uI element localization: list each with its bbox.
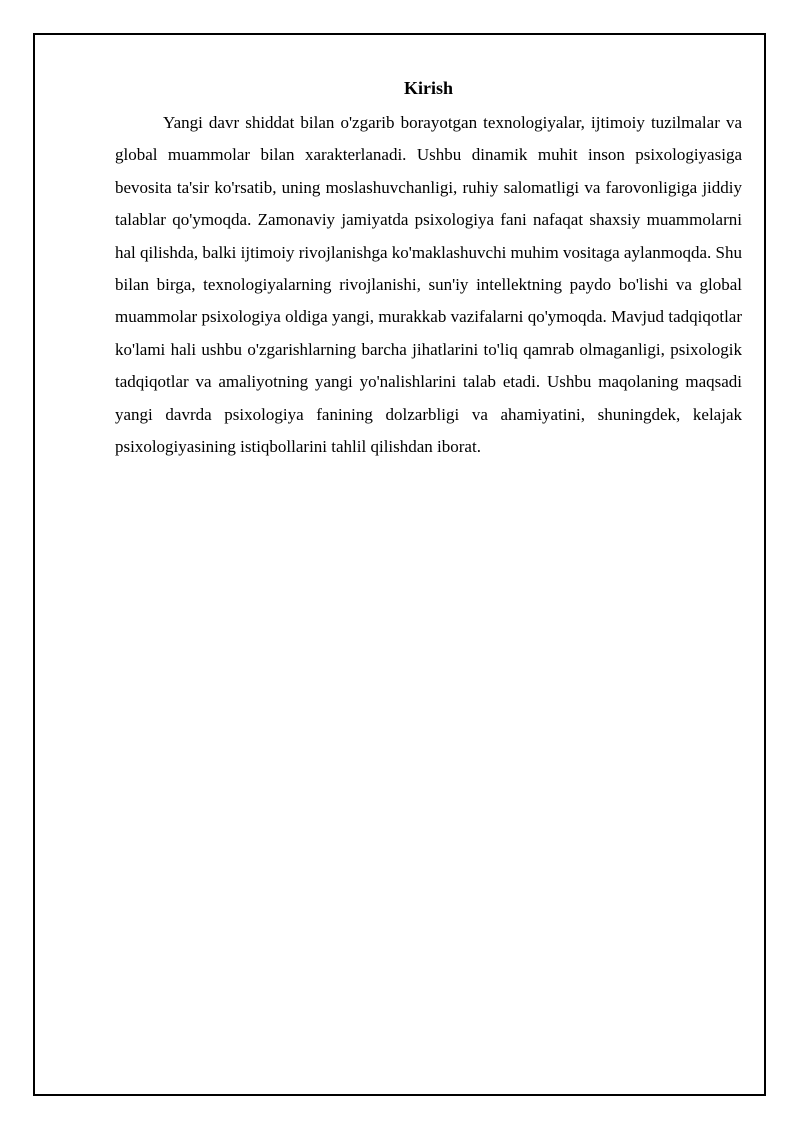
section-heading: Kirish <box>403 78 453 98</box>
body-paragraph: Yangi davr shiddat bilan o'zgarib borayotgan texnologiyalar, ijtimoiy tuzilmalar va global muammolar bilan xarakterlanadi. Ushbu dinamik muhit inson psixologiyasiga bevosita ta'sir ko'rsatib, uning moslashuvchanligi, ruhiy salomatligi va farovonligiga jiddiy talablar qo'ymoqda. Zamonaviy jamiyatda psixologiya fani nafaqat shaxsiy muammolarni hal qilishda, balki ijtimoiy rivojlanishga ko'maklashuvchi muhim vositaga aylanmoqda. Shu bilan birga, texnologiyalarning rivojlanishi, sun'iy intellektning paydo bo'lishi va global muammolar psixologiya oldiga yangi, murakkab vazifalarni qo'ymoqda. Mavjud tadqiqotlar ko'lami hali ushbu o'zgarishlarning barcha jihatlarini to'liq qamrab olmaganligi, psixologik tadqiqotlar va amaliyotning yangi yo'nalishlarini talab etadi. Ushbu maqolaning maqsadi yangi davrda psixologiya fanining dolzarbligi va ahamiyatini, shuningdek, kelajak psixologiyasining istiqbollarini tahlil qilishdan iborat. <box>115 113 742 457</box>
document-body <box>115 76 742 463</box>
